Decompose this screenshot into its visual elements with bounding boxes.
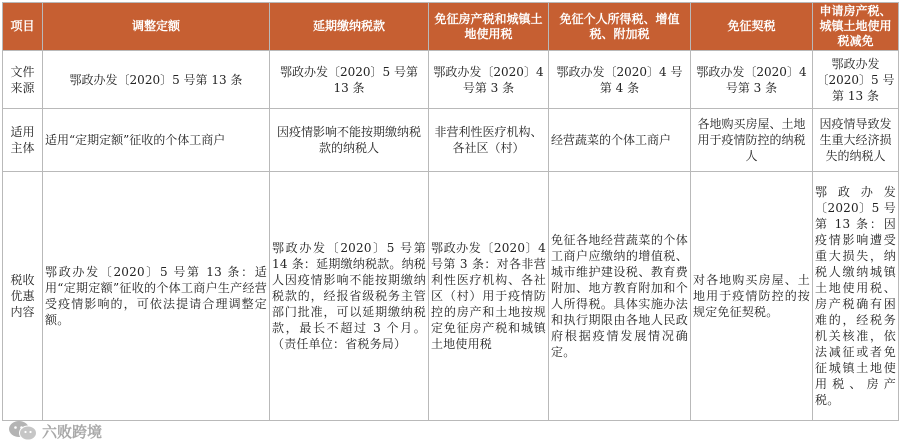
row-label-document-source: 文件来源: [3, 51, 43, 109]
table-cell: 因疫情影响不能按期缴纳税款的纳税人: [270, 109, 429, 172]
table-row-applicable-subject: [3, 109, 899, 172]
tax-policy-table: [2, 2, 899, 421]
table-header-row: [3, 3, 899, 51]
header-adjust-quota: 调整定额: [43, 3, 270, 51]
table-cell: 鄂政办发〔2020〕5 号第 13 条: [813, 51, 899, 109]
header-income-vat-surcharge-exemption: 免征个人所得税、增值税、附加税: [549, 3, 691, 51]
table-cell: 经营蔬菜的个体工商户: [549, 109, 691, 172]
header-apply-reduction: 申请房产税、城镇土地使用税减免: [813, 3, 899, 51]
table-cell: 鄂政办发〔2020〕5 号第 13 条：因疫情影响遭受重大损失，纳税人缴纳城镇土地使用税、房产税确有困难的，经税务机关核准，依法减征或者免征城镇土地使用税、房产税。: [813, 172, 899, 421]
table-cell: 鄂政办发〔2020〕5 号第 13 条：适用“定期定额”征收的个体工商户生产经营受疫情影响的，可依法提请合理调整定额。: [43, 172, 270, 421]
table-cell: 对各地购买房屋、土地用于疫情防控的按规定免征契税。: [691, 172, 813, 421]
table-cell: 鄂政办发〔2020〕5 号第 14 条：延期缴纳税款。纳税人因疫情影响不能按期缴纳税款的，经报省级税务主管部门批准，可以延期缴纳税款，最长不超过 3 个月。（责任单位：省税务局）: [270, 172, 429, 421]
header-property-land-tax-exemption: 免征房产税和城镇土地使用税: [429, 3, 549, 51]
table-cell: 因疫情导致发生重大经济损失的纳税人: [813, 109, 899, 172]
table-cell: 适用“定期定额”征收的个体工商户: [43, 109, 270, 172]
table-cell: 鄂政办发〔2020〕4 号第 3 条: [691, 51, 813, 109]
header-deed-tax-exemption: 免征契税: [691, 3, 813, 51]
row-label-preferential-content: 税收优惠内容: [3, 172, 43, 421]
table-cell: 各地购买房屋、土地用于疫情防控的纳税人: [691, 109, 813, 172]
table-cell: 鄂政办发〔2020〕5 号第 13 条: [270, 51, 429, 109]
table-cell: 免征各地经营蔬菜的个体工商户应缴纳的增值税、城市维护建设税、教育费附加、地方教育附加和个人所得税。具体实施办法和执行期限由各地人民政府根据疫情发展情况确定。: [549, 172, 691, 421]
header-deferred-payment: 延期缴纳税款: [270, 3, 429, 51]
row-label-applicable-subject: 适用主体: [3, 109, 43, 172]
table-cell: 鄂政办发〔2020〕5 号第 13 条: [43, 51, 270, 109]
table-cell: 鄂政办发〔2020〕4 号第 3 条: [429, 51, 549, 109]
header-item: 项目: [3, 3, 43, 51]
table-row-preferential-content: [3, 172, 899, 421]
table-row-document-source: [3, 51, 899, 109]
table-cell: 鄂政办发〔2020〕4 号第 3 条：对各非营利性医疗机构、各社区（村）用于疫情防控的房产和土地按规定免征房产税和城镇土地使用税: [429, 172, 549, 421]
table-cell: 鄂政办发〔2020〕4 号第 4 条: [549, 51, 691, 109]
table-cell: 非营利性医疗机构、各社区（村）: [429, 109, 549, 172]
wechat-bubble-icon: [8, 420, 38, 442]
watermark: [8, 420, 102, 442]
watermark-text: 六败跨境: [42, 422, 103, 441]
